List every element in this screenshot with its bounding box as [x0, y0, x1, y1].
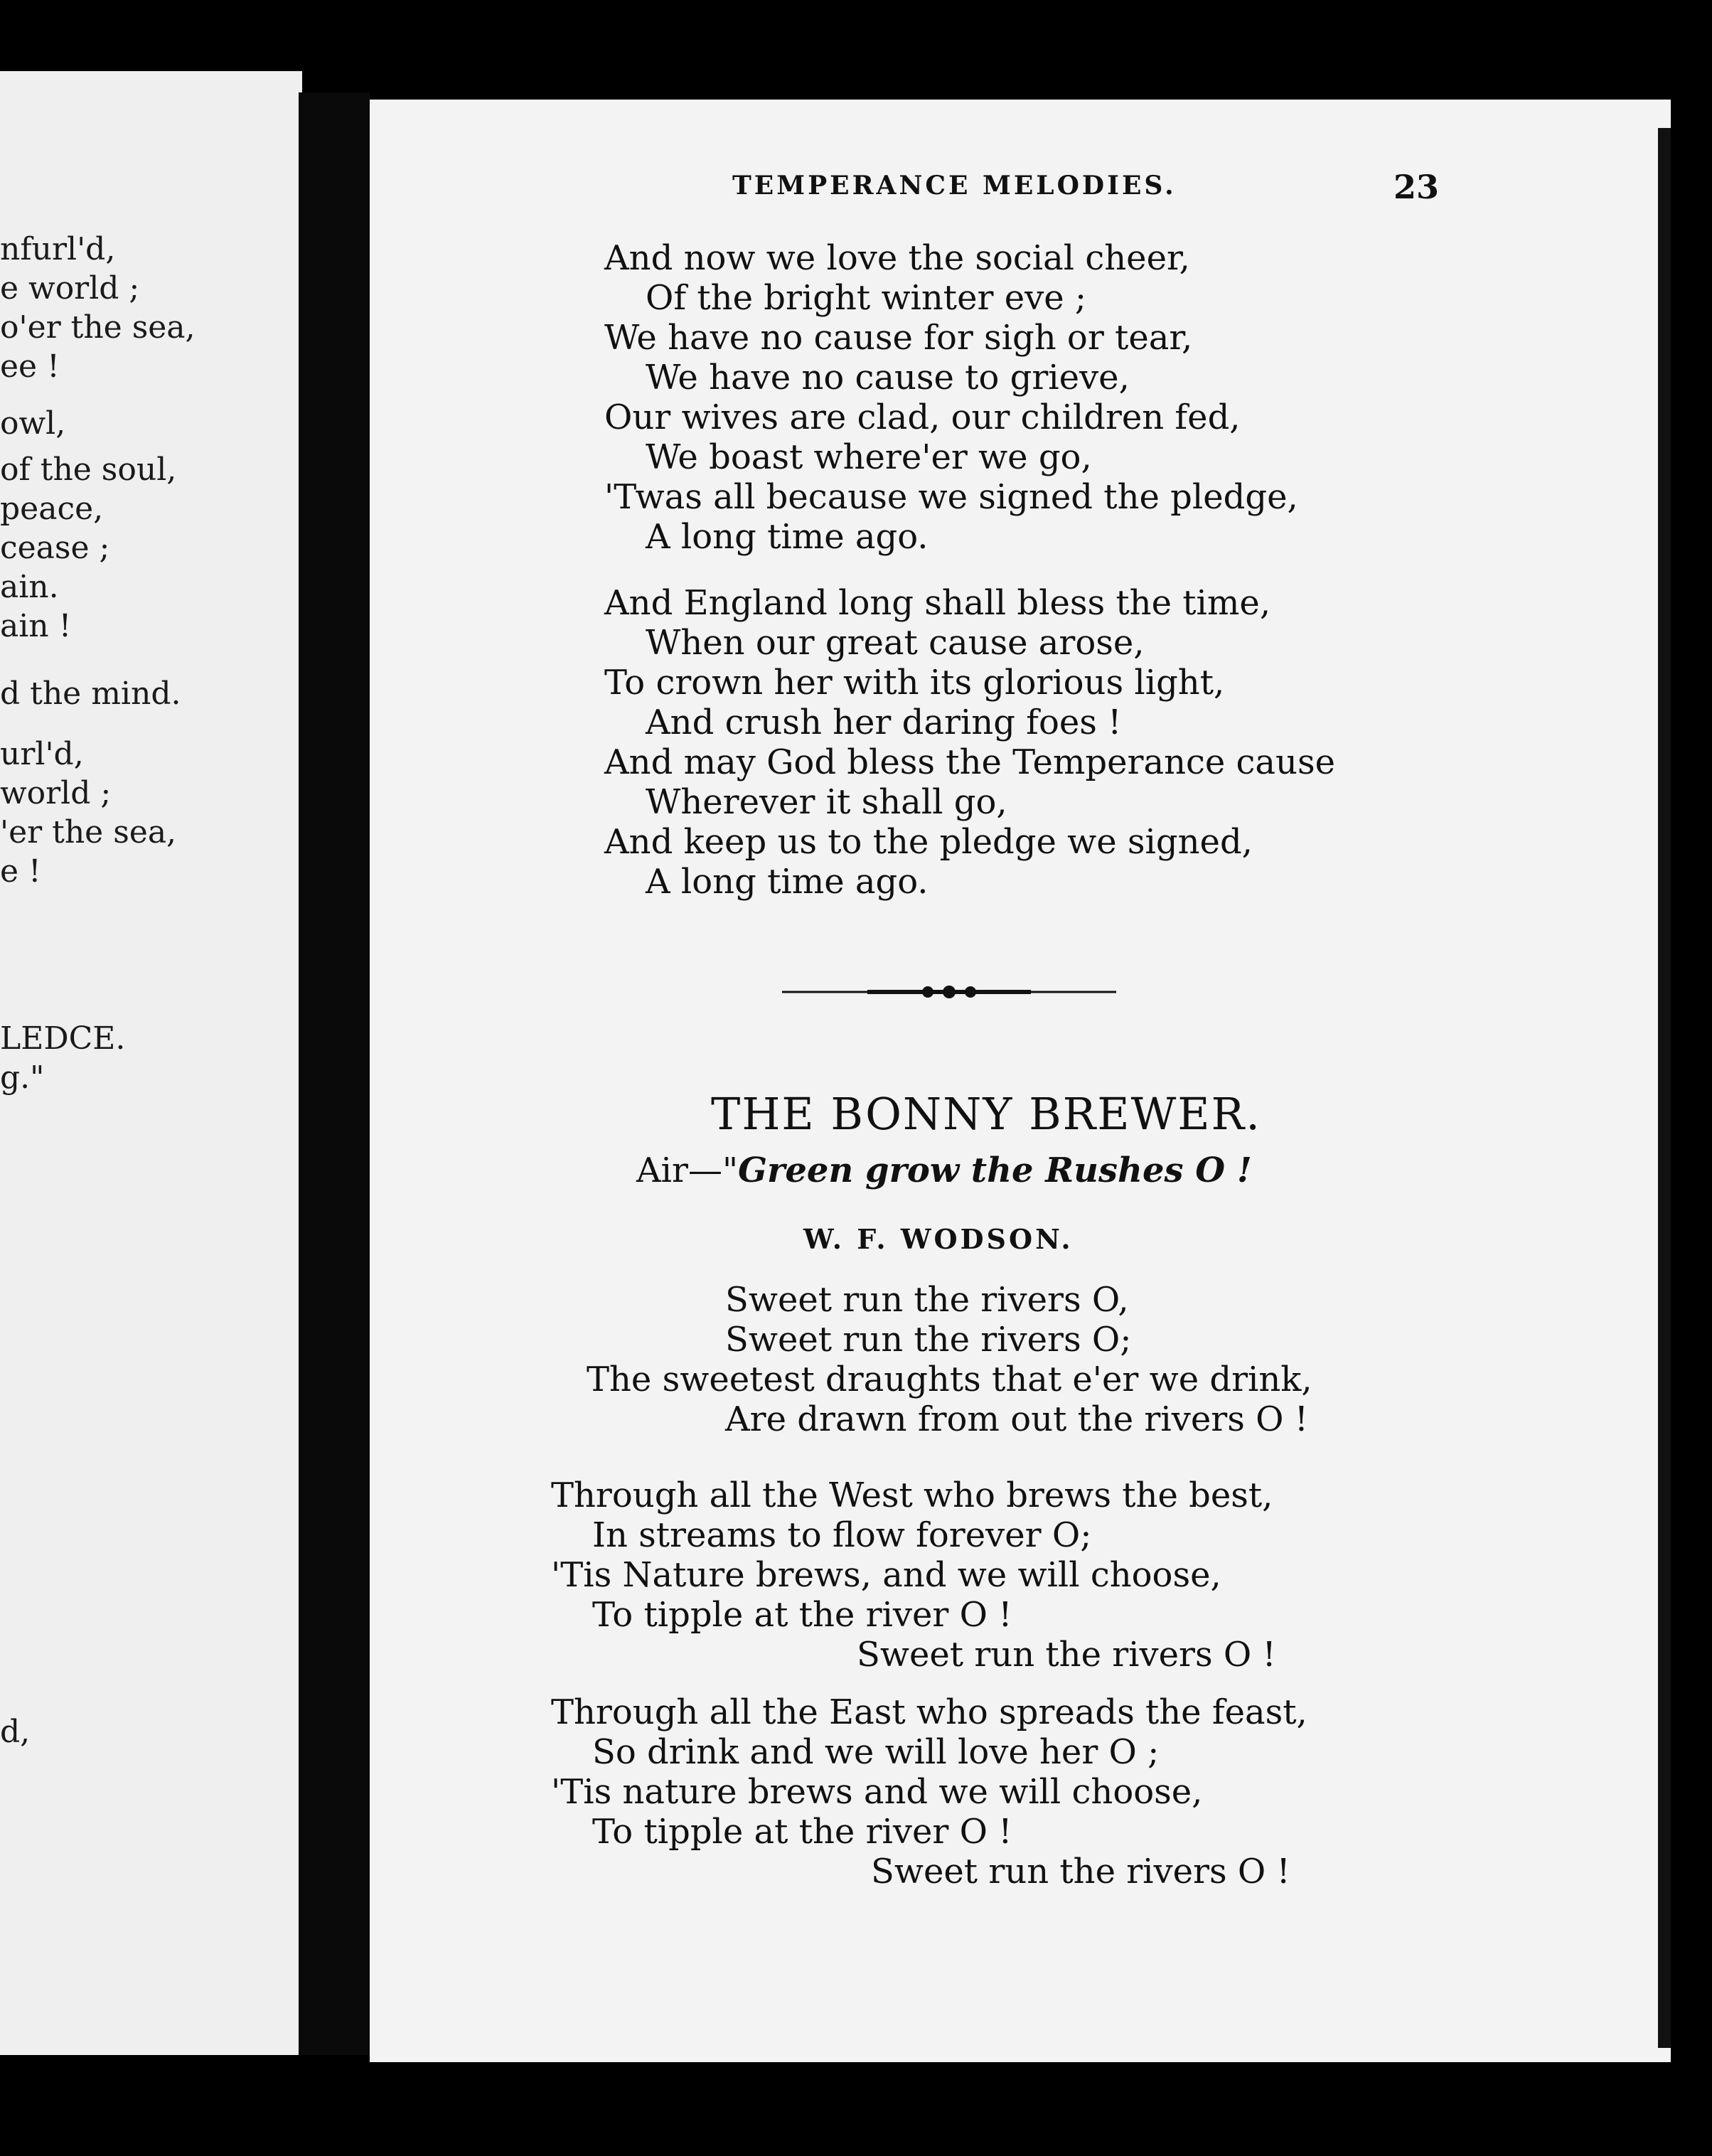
song-verse-1 [551, 1475, 1276, 1675]
verse-line: 'Tis nature brews and we will choose, [551, 1772, 1203, 1812]
ornamental-divider [782, 981, 1116, 1003]
verse-line: We have no cause to grieve, [646, 358, 1130, 397]
verse-line: Sweet run the rivers O ! [857, 1635, 1276, 1675]
song-author: W. F. WODSON. [803, 1223, 1074, 1255]
verse-line: Through all the East who spreads the feast, [551, 1692, 1307, 1732]
left-fragment: o'er the sea, [0, 309, 196, 346]
song-title: THE BONNY BREWER. [711, 1088, 1261, 1140]
verse-line: And keep us to the pledge we signed, [604, 822, 1253, 862]
verse-line: Wherever it shall go, [646, 782, 1007, 822]
verse-line: 'Tis Nature brews, and we will choose, [551, 1555, 1221, 1595]
left-fragment: e ! [0, 853, 41, 890]
verse-line: And crush her daring foes ! [646, 703, 1122, 742]
left-fragment: d, [0, 1714, 31, 1750]
stanza-1 [604, 238, 1298, 557]
left-fragment: cease ; [0, 530, 110, 566]
verse-line: To crown her with its glorious light, [604, 663, 1225, 703]
left-fragment: LEDCE. [0, 1020, 126, 1057]
verse-line: And England long shall bless the time, [604, 583, 1271, 623]
right-page [370, 100, 1671, 2062]
verse-line: A long time ago. [646, 862, 929, 902]
verse-line: Are drawn from out the rivers O ! [725, 1399, 1308, 1439]
verse-line: Our wives are clad, our children fed, [604, 397, 1241, 437]
verse-line: In streams to flow forever O; [592, 1515, 1092, 1555]
song-verse-2 [551, 1692, 1307, 1891]
verse-line: A long time ago. [646, 517, 929, 557]
left-fragment: ain ! [0, 608, 72, 644]
left-fragment: ain. [0, 569, 59, 605]
verse-line: When our great cause arose, [646, 623, 1145, 663]
verse-line: So drink and we will love her O ; [592, 1732, 1160, 1772]
left-fragment: owl, [0, 405, 66, 442]
verse-line: Sweet run the rivers O, [725, 1280, 1129, 1320]
stanza-2 [604, 583, 1335, 902]
verse-line: We boast where'er we go, [646, 437, 1092, 477]
verse-line: We have no cause for sigh or tear, [604, 318, 1193, 358]
chorus [587, 1280, 1312, 1439]
air-line [636, 1151, 1252, 1190]
verse-line: To tipple at the river O ! [592, 1595, 1012, 1635]
verse-line: And may God bless the Temperance cause [604, 742, 1335, 782]
left-fragment: d the mind. [0, 676, 181, 712]
left-fragment: nfurl'd, [0, 231, 116, 267]
air-tune: Green grow the Rushes O ! [738, 1151, 1252, 1190]
book-spine [299, 92, 370, 2055]
left-fragment: ee ! [0, 348, 60, 385]
left-fragment: url'd, [0, 736, 84, 772]
running-title: TEMPERANCE MELODIES. [732, 171, 1177, 201]
page-edge [1658, 128, 1671, 2048]
verse-line: To tipple at the river O ! [592, 1812, 1012, 1852]
air-prefix: Air—" [636, 1151, 739, 1190]
left-fragment: of the soul, [0, 452, 177, 488]
left-fragment: 'er the sea, [0, 814, 177, 850]
left-fragment: peace, [0, 491, 104, 527]
verse-line: And now we love the social cheer, [604, 238, 1190, 278]
left-page [0, 71, 302, 2055]
verse-line: Sweet run the rivers O ! [871, 1852, 1290, 1891]
left-fragment: world ; [0, 775, 112, 811]
page-number: 23 [1393, 168, 1440, 206]
verse-line: The sweetest draughts that e'er we drink, [587, 1360, 1312, 1399]
verse-line: Through all the West who brews the best, [551, 1475, 1273, 1515]
left-fragment: g." [0, 1060, 45, 1096]
left-fragment: e world ; [0, 270, 140, 306]
verse-line: Of the bright winter eve ; [646, 278, 1087, 318]
verse-line: 'Twas all because we signed the pledge, [604, 477, 1298, 517]
verse-line: Sweet run the rivers O; [725, 1320, 1132, 1360]
